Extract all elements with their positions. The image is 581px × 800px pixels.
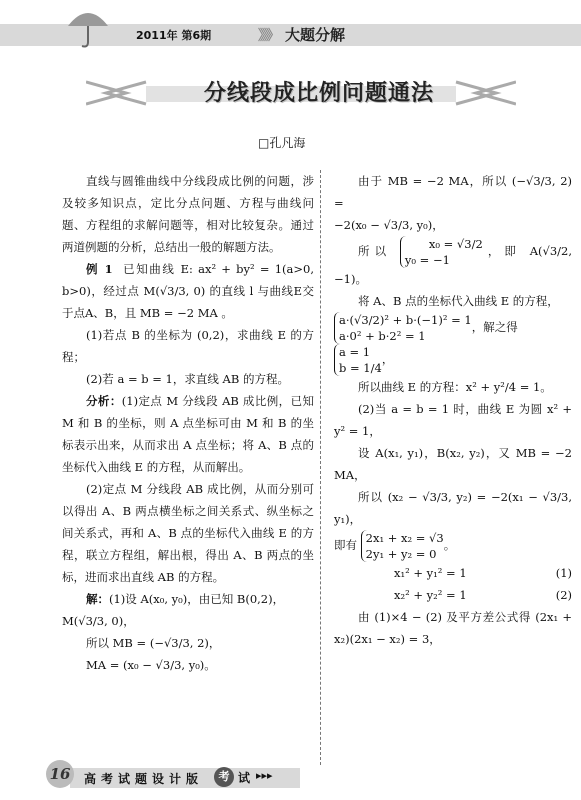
r-line-12: 由 (1)×4 − (2) 及平方差公式得 (2x₁ + x₂)(2x₁ − x₂) = 3， <box>334 610 572 646</box>
column-title: 大题分解 <box>285 26 346 44</box>
solution-line-3: 所以 MB = (−√3/3, 2)， <box>86 636 221 650</box>
solution-line-1 <box>62 588 314 610</box>
r-line-4: 将 A、B 点的坐标代入曲线 E 的方程， <box>358 294 559 308</box>
footer-kao-badge: 考 <box>214 767 234 787</box>
example-1 <box>62 258 314 324</box>
footer-text: 高考试题设计版 <box>84 772 204 786</box>
r-line-8: (2)当 a = b = 1 时，曲线 E 为圆 x² + y² = 1， <box>334 402 572 438</box>
right-column <box>334 170 572 650</box>
r-line-10: 所以 (x₂ − √3/3, y₂) = −2(x₁ − √3/3, y₁)， <box>334 490 572 526</box>
solution-line-4: MA = (x₀ − √3/3, y₀)。 <box>86 658 216 672</box>
footer-shi: 试 <box>238 771 251 785</box>
r-system-2: a·(√3/2)² + b·(−1)² = 1 a·0² + b·2² = 1，解之得 <box>334 312 572 344</box>
r-line-9: 设 A(x₁, y₁)，B(x₂, y₂)，又 MB = −2 MA， <box>334 446 572 482</box>
chevron-icon: 》》》 <box>258 28 277 44</box>
analysis-2: (2)定点 M 分线段 AB 成比例，从而分别可以得出 A、B 两点横坐标之间关系式、纵坐标之间关系式，再和 A、B 点的坐标代入曲线 E 的方程，联立方程组，解出根，得出 A、B 两点的坐标，进而求出直线 AB 的方程。 <box>62 482 314 584</box>
solution-text-1: (1)设 A(x₀, y₀)，由已知 B(0,2)， <box>109 592 285 606</box>
left-column <box>62 170 314 676</box>
r-system-3: a = 1 b = 1/4， <box>334 344 572 376</box>
column-divider <box>320 170 321 765</box>
author: □孔凡海 <box>258 136 306 150</box>
example-text: 已知曲线 E: ax² + by² = 1(a>0, b>0)，经过点 M(√3/3, 0) 的直线 l 与曲线E交于点A、B，且 MB = −2 MA 。 <box>62 262 315 320</box>
equation-1: x₁² + y₁² = 1 (1) <box>394 566 572 580</box>
arrow-icon: ▸▸▸ <box>256 769 273 782</box>
analysis-text-1: (1)定点 M 分线段 AB 成比例，已知 M 和 B 的坐标，则 A 点坐标可由 M 和 B 的坐标表示出来，从而求出 A 点坐标；将 A、B 点的坐标代入曲线 E 的方程，从而解出。 <box>62 394 314 474</box>
equation-2: x₂² + y₂² = 1 (2) <box>394 588 572 602</box>
analysis-1 <box>62 390 314 478</box>
system-brace: a·(√3/2)² + b·(−1)² = 1 a·0² + b·2² = 1 <box>334 312 472 344</box>
system-brace: x₀ = √3/2 y₀ = −1 <box>400 236 483 268</box>
question-2: (2)若 a = b = 1，求直线 AB 的方程。 <box>86 372 289 386</box>
r-system-4: 即有 2x₁ + x₂ = √3 2y₁ + y₂ = 0。 <box>334 531 456 561</box>
r-system-1: 所以 x₀ = √3/2 y₀ = −1，即 A(√3/2, −1)。 <box>334 237 573 286</box>
issue-label: 2011年 第6期 <box>136 29 212 42</box>
example-label: 例 1 <box>86 262 113 276</box>
intro-paragraph: 直线与圆锥曲线中分线段成比例的问题，涉及较多知识点，定比分点问题、方程与曲线问题、方程组的求解问题等，相对比较复杂。通过两道例题的分析，总结出一般的解题方法。 <box>62 174 314 254</box>
umbrella-icon <box>66 4 110 50</box>
question-1: (1)若点 B 的坐标为 (0,2)，求曲线 E 的方程； <box>62 328 314 364</box>
r-line-2: −2(x₀ − √3/3, y₀)， <box>334 218 444 232</box>
solution-label: 解： <box>86 592 109 606</box>
system-brace: 2x₁ + x₂ = √3 2y₁ + y₂ = 0 <box>361 530 444 562</box>
r-line-7: 所以曲线 E 的方程：x² + y²/4 = 1。 <box>358 380 552 394</box>
solution-line-2: M(√3/3, 0)， <box>62 614 135 628</box>
r-line-1: 由于 MB = −2 MA，所以 (−√3/3, 2) = <box>334 174 572 210</box>
analysis-label: 分析： <box>86 394 122 408</box>
page-number: 16 <box>46 760 74 788</box>
system-brace: a = 1 b = 1/4 <box>334 344 382 376</box>
article-title: 分线段成比例问题通法 <box>204 81 435 106</box>
